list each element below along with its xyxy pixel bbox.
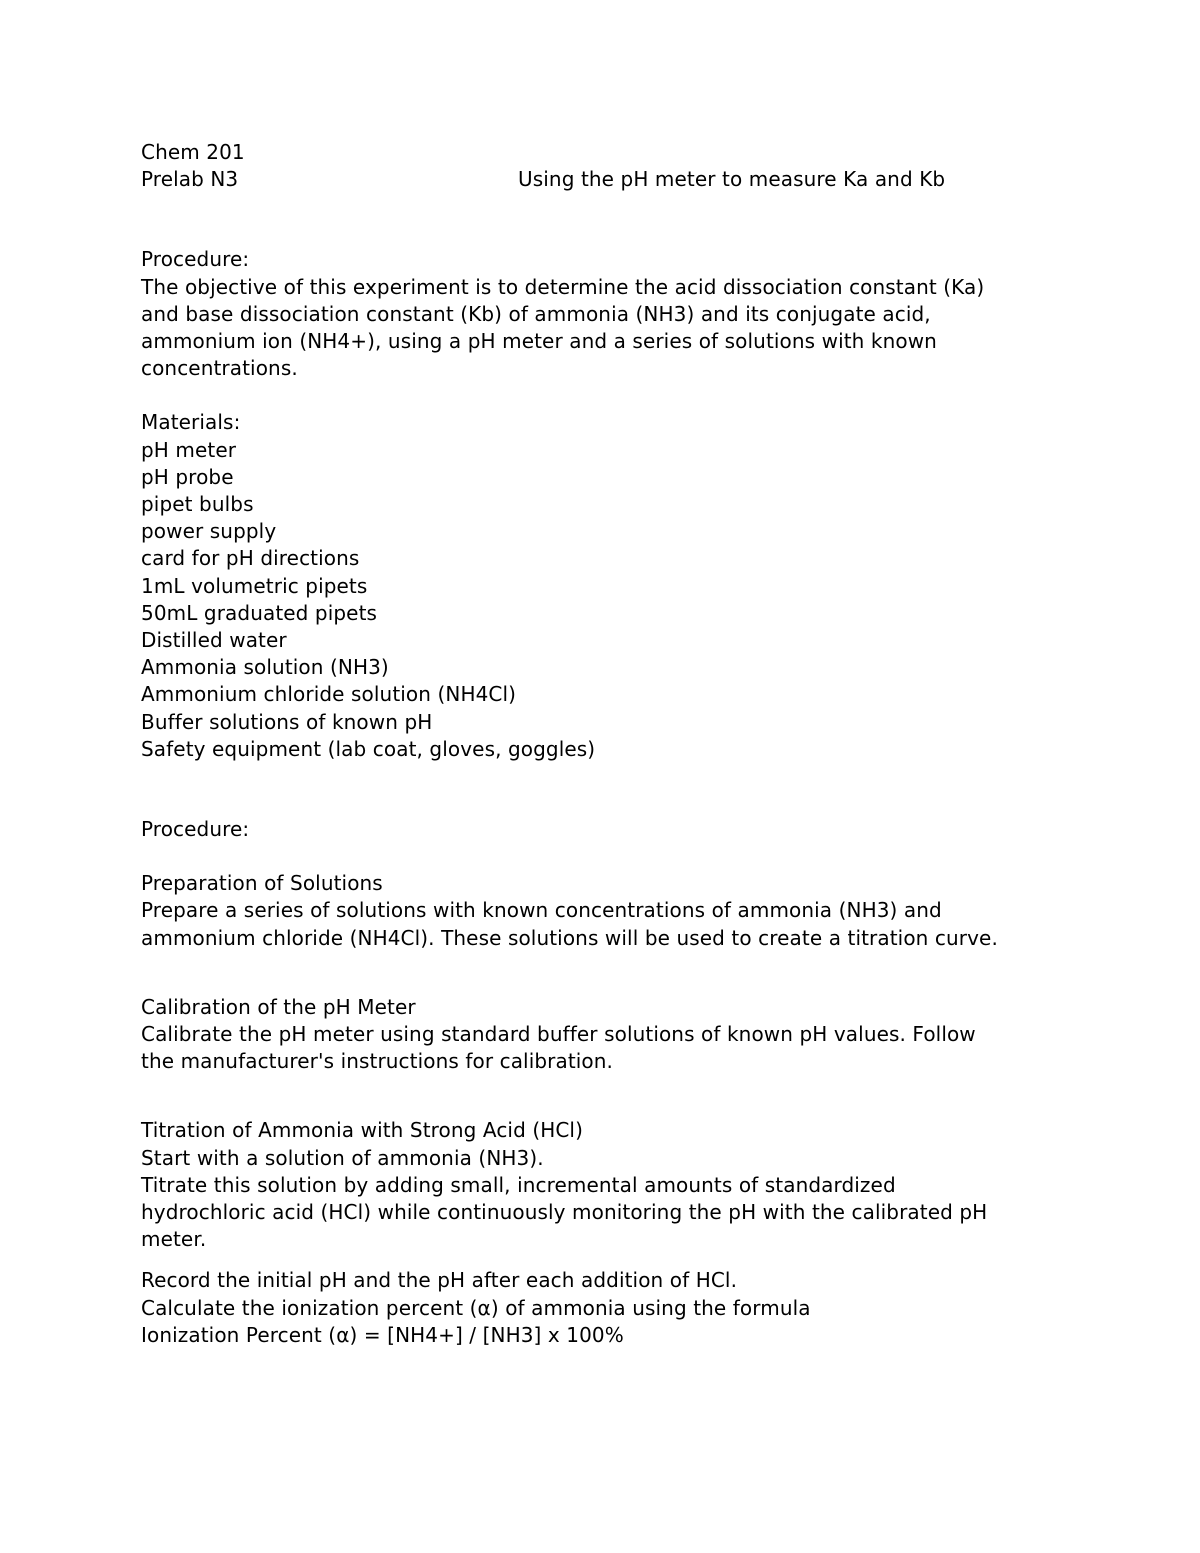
- subsection-line: Prepare a series of solutions with known concentrations of ammonia (NH3) and: [141, 898, 942, 923]
- materials-item: pipet bulbs: [141, 492, 254, 517]
- subsection-title: Calibration of the pH Meter: [141, 994, 416, 1019]
- subsection-line: the manufacturer's instructions for calibration.: [141, 1049, 614, 1074]
- prelab-label: Prelab N3: [141, 167, 239, 192]
- materials-item: 1mL volumetric pipets: [141, 573, 368, 598]
- intro-line: and base dissociation constant (Kb) of ammonia (NH3) and its conjugate acid,: [141, 301, 931, 326]
- subsection-title: Preparation of Solutions: [141, 871, 383, 896]
- materials-item: power supply: [141, 519, 277, 544]
- subsection-line: Calibrate the pH meter using standard buffer solutions of known pH values. Follow: [141, 1022, 976, 1047]
- document-title: Using the pH meter to measure Ka and Kb: [518, 167, 946, 192]
- intro-line: The objective of this experiment is to determine the acid dissociation constant (Ka): [141, 274, 985, 299]
- subsection-title: Titration of Ammonia with Strong Acid (HCl): [141, 1118, 583, 1143]
- calibration-subsection: [141, 994, 1081, 1076]
- procedure-section: [141, 816, 1081, 1349]
- materials-heading: Materials:: [141, 410, 241, 435]
- intro-line: ammonium ion (NH4+), using a pH meter and a series of solutions with known: [141, 329, 937, 353]
- record-line: Calculate the ionization percent (α) of ammonia using the formula: [141, 1295, 811, 1320]
- subsection-line: hydrochloric acid (HCl) while continuously monitoring the pH with the calibrated pH: [141, 1200, 988, 1225]
- intro-heading: Procedure:: [141, 247, 250, 272]
- subsection-line: ammonium chloride (NH4Cl). These solutions will be used to create a titration curve.: [141, 925, 998, 950]
- subsection-line: Titrate this solution by adding small, incremental amounts of standardized: [141, 1172, 896, 1197]
- header-row: [141, 166, 1081, 193]
- materials-item: Buffer solutions of known pH: [141, 709, 433, 734]
- record-line: Record the initial pH and the pH after each addition of HCl.: [141, 1268, 738, 1293]
- materials-item: Distilled water: [141, 628, 287, 653]
- intro-line: concentrations.: [141, 356, 298, 381]
- intro-section: [141, 246, 1081, 382]
- document-page: [141, 139, 1081, 1349]
- materials-item: Ammonia solution (NH3): [141, 655, 389, 680]
- preparation-subsection: [141, 870, 1081, 952]
- titration-subsection: [141, 1117, 1081, 1349]
- course-label: Chem 201: [141, 140, 245, 164]
- materials-section: [141, 409, 1081, 763]
- materials-item: pH meter: [141, 437, 237, 462]
- subsection-line: meter.: [141, 1227, 207, 1252]
- materials-item: 50mL graduated pipets: [141, 600, 378, 625]
- materials-item: pH probe: [141, 464, 234, 489]
- formula-line: Ionization Percent (α) = [NH4+] / [NH3] x 100%: [141, 1322, 624, 1347]
- procedure-heading: Procedure:: [141, 817, 250, 842]
- materials-item: Ammonium chloride solution (NH4Cl): [141, 682, 517, 707]
- materials-item: Safety equipment (lab coat, gloves, goggles): [141, 736, 596, 761]
- subsection-line: Start with a solution of ammonia (NH3).: [141, 1145, 544, 1170]
- materials-item: card for pH directions: [141, 546, 360, 571]
